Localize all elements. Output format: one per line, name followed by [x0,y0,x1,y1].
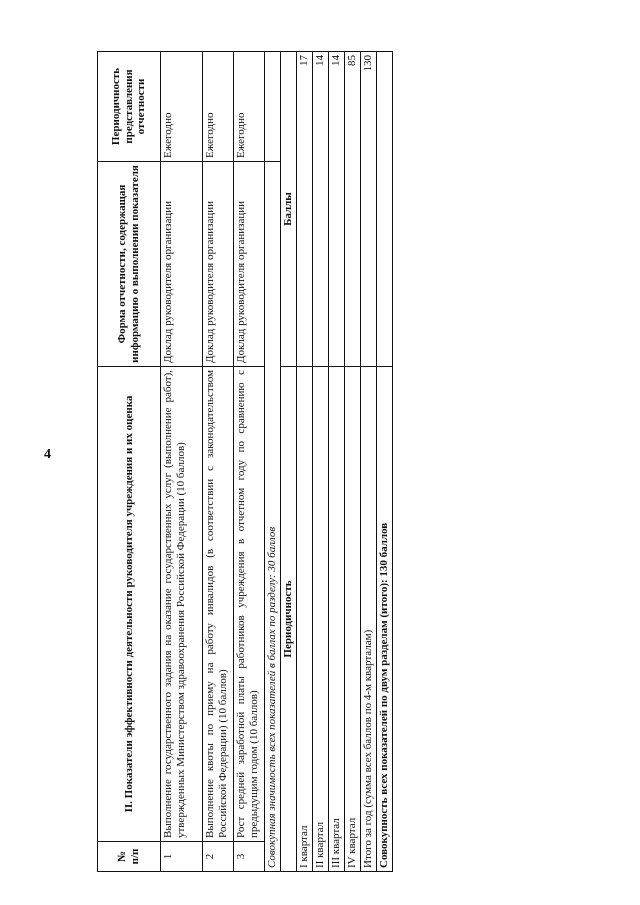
table-row [234,52,265,872]
header-number: № п/п [98,842,161,872]
rotated-table-container [97,52,390,872]
header-indicator: II. Показатели эффективности деятельности руководителя учреждения и их оценка [98,367,161,842]
quarter-points: 85 [344,52,360,367]
quarter-row [296,52,312,872]
quarter-row [312,52,328,872]
table-row [203,52,234,872]
section-total-empty [265,52,281,162]
quarter-label: II квартал [312,367,328,872]
score-header-points: Баллы [280,52,296,367]
row-indicator: Выполнение государственного задания на оказание государственных услуг (выполнение работ), утвержденных Министерством здравоохранения Российской Федерации (10 баллов) [161,367,203,842]
year-total-label: Итого за год (сумма всех баллов по 4-м кварталам) [360,367,376,872]
row-form: Доклад руководителя организации [161,162,203,367]
row-indicator: Выполнение квоты по приему на работу инвалидов (в соответствии с законодательством Российской Федерации) (10 баллов) [203,367,234,842]
year-total-row [360,52,376,872]
row-period: Ежегодно [203,52,234,162]
table-header-row [98,52,161,872]
row-period: Ежегодно [161,52,203,162]
row-indicator: Рост средней заработной платы работников учреждения в отчетном году по сравнению с предыдущим годом (10 баллов) [234,367,265,842]
grand-total-empty [376,52,392,367]
row-number: 2 [203,842,234,872]
header-period: Периодичность представления отчетности [98,52,161,162]
quarter-row [344,52,360,872]
row-form: Доклад руководителя организации [234,162,265,367]
year-total-points: 130 [360,52,376,367]
quarter-label: III квартал [328,367,344,872]
row-period: Ежегодно [234,52,265,162]
indicators-table [97,51,393,872]
score-header-row [280,52,296,872]
page-number: 4 [44,447,51,462]
table-row [161,52,203,872]
section-total-row [265,52,281,872]
row-number: 3 [234,842,265,872]
quarter-points: 14 [328,52,344,367]
grand-total-row [376,52,392,872]
score-header-period: Периодичность [280,367,296,872]
quarter-label: I квартал [296,367,312,872]
quarter-points: 17 [296,52,312,367]
row-number: 1 [161,842,203,872]
section-total: Совокупная значимость всех показателей в баллах по разделу: 30 баллов [265,162,281,872]
quarter-row [328,52,344,872]
header-form: Форма отчетности, содержащая информацию о выполнении показателя [98,162,161,367]
quarter-label: IV квартал [344,367,360,872]
quarter-points: 14 [312,52,328,367]
grand-total: Совокупность всех показателей по двум разделам (итого): 130 баллов [376,367,392,872]
row-form: Доклад руководителя организации [203,162,234,367]
